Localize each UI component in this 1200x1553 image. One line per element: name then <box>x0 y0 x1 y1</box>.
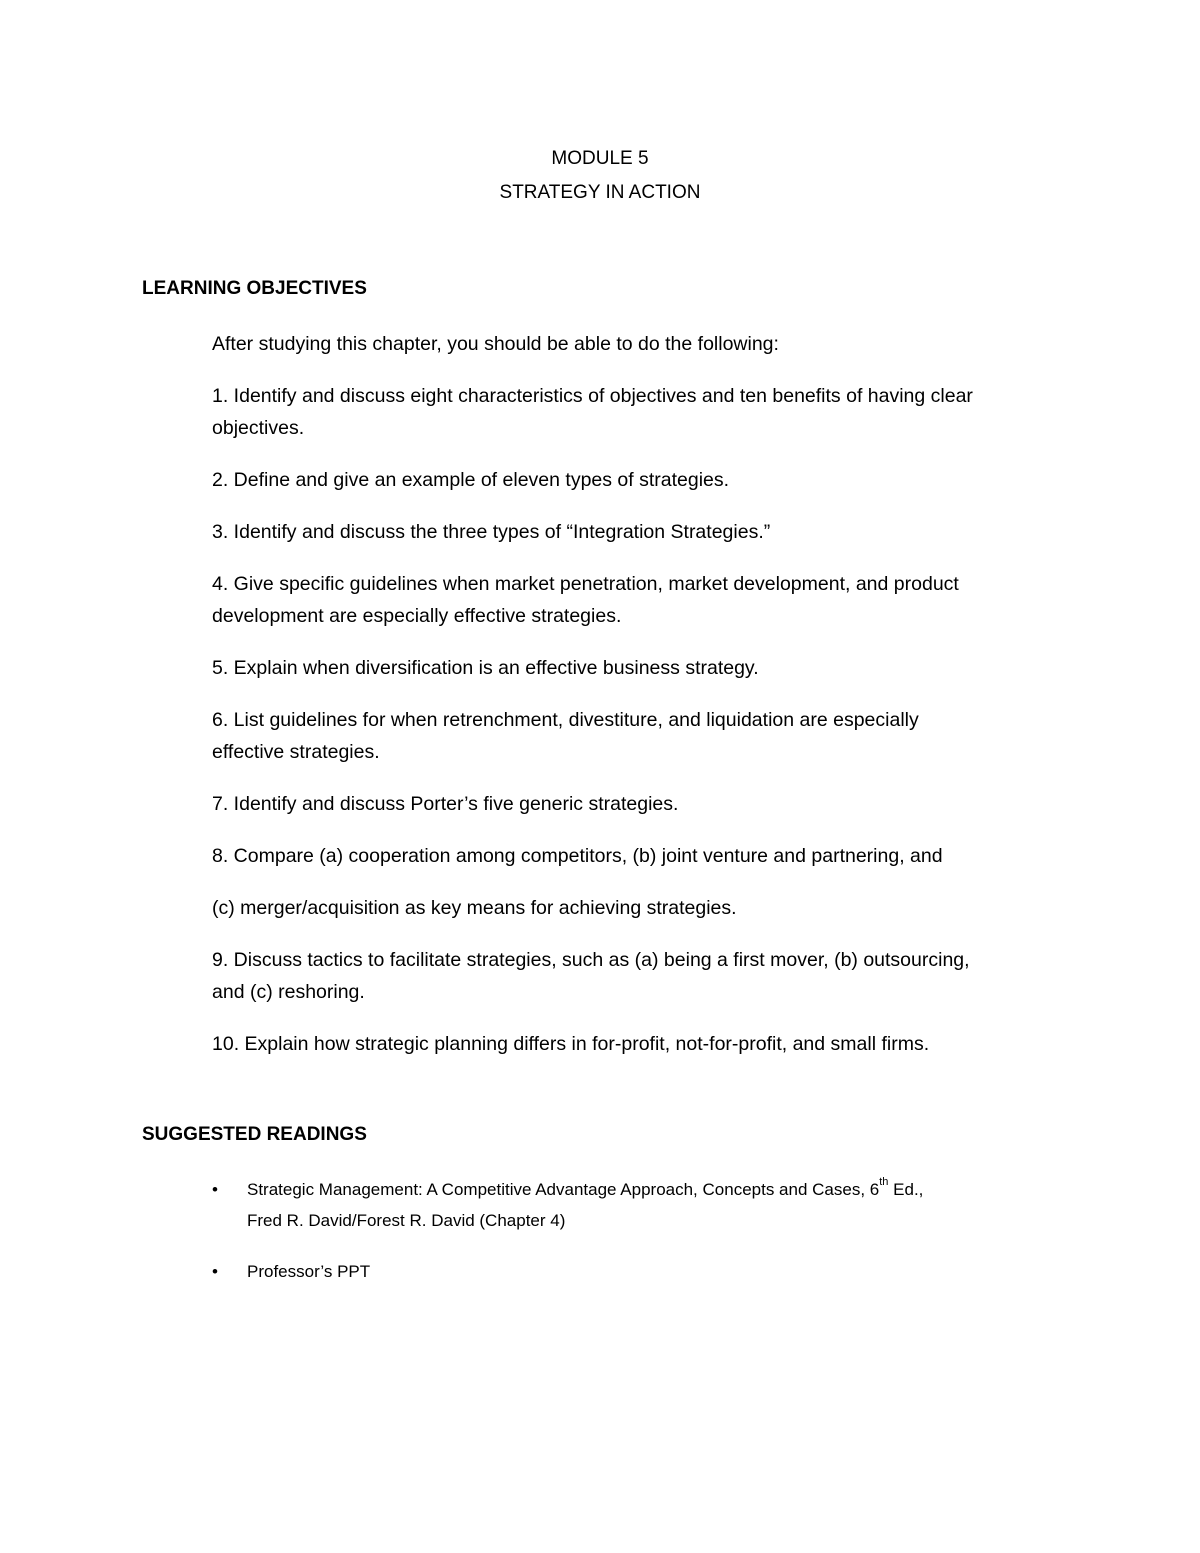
objective-line: and (c) reshoring. <box>212 981 365 1003</box>
objective-item-3 <box>212 516 1062 548</box>
objective-item-8 <box>212 840 1062 872</box>
bullet-icon: • <box>212 1180 218 1199</box>
reading-item-textbook <box>212 1174 1062 1236</box>
objective-line: 1. Identify and discuss eight characteristics of objectives and ten benefits of having clear <box>212 385 973 407</box>
objective-line: 5. Explain when diversification is an effective business strategy. <box>212 657 759 679</box>
objective-line: 3. Identify and discuss the three types of “Integration Strategies.” <box>212 521 771 543</box>
reading-text: Strategic Management: A Competitive Advantage Approach, Concepts and Cases, 6 <box>247 1180 880 1199</box>
objective-item-6 <box>212 704 1062 768</box>
objective-line: 8. Compare (a) cooperation among competitors, (b) joint venture and partnering, and <box>212 845 943 867</box>
module-number: MODULE 5 <box>551 148 649 169</box>
reading-line <box>247 1174 1062 1205</box>
objective-line: objectives. <box>212 417 305 439</box>
learning-objectives-heading: LEARNING OBJECTIVES <box>142 278 367 299</box>
readings-list <box>212 1174 1062 1307</box>
reading-item-ppt <box>212 1256 1062 1287</box>
objective-item-4 <box>212 568 1062 632</box>
objective-line: effective strategies. <box>212 741 380 763</box>
suggested-readings-heading: SUGGESTED READINGS <box>142 1124 367 1145</box>
module-title: STRATEGY IN ACTION <box>499 182 701 203</box>
objective-line: 2. Define and give an example of eleven types of strategies. <box>212 469 730 491</box>
objective-line: development are especially effective strategies. <box>212 605 622 627</box>
objective-item-7 <box>212 788 1062 820</box>
objective-item-2 <box>212 464 1062 496</box>
objective-line: 7. Identify and discuss Porter’s five generic strategies. <box>212 793 679 815</box>
objective-item-1 <box>212 380 1062 444</box>
objective-item-5 <box>212 652 1062 684</box>
title-block <box>0 142 1200 210</box>
objective-item-9 <box>212 944 1062 1008</box>
objective-item-10 <box>212 1028 1062 1060</box>
objective-line: 4. Give specific guidelines when market penetration, market development, and product <box>212 573 959 595</box>
reading-text: Professor’s PPT <box>247 1262 371 1281</box>
objective-line: 10. Explain how strategic planning differs in for-profit, not-for-profit, and small firms. <box>212 1033 930 1055</box>
edition-superscript: th <box>879 1176 889 1189</box>
bullet-icon: • <box>212 1262 218 1281</box>
reading-authors: Fred R. David/Forest R. David (Chapter 4) <box>247 1211 566 1230</box>
objective-item-8-continued <box>212 892 1062 924</box>
objectives-list <box>212 328 1062 1080</box>
objective-line: 6. List guidelines for when retrenchment, divestiture, and liquidation are especially <box>212 709 919 731</box>
objectives-intro: After studying this chapter, you should be able to do the following: <box>212 333 779 355</box>
reading-text: Ed., <box>888 1180 924 1199</box>
objective-line: 9. Discuss tactics to facilitate strategies, such as (a) being a first mover, (b) outsourcing, <box>212 949 970 971</box>
objective-line: (c) merger/acquisition as key means for achieving strategies. <box>212 897 737 919</box>
